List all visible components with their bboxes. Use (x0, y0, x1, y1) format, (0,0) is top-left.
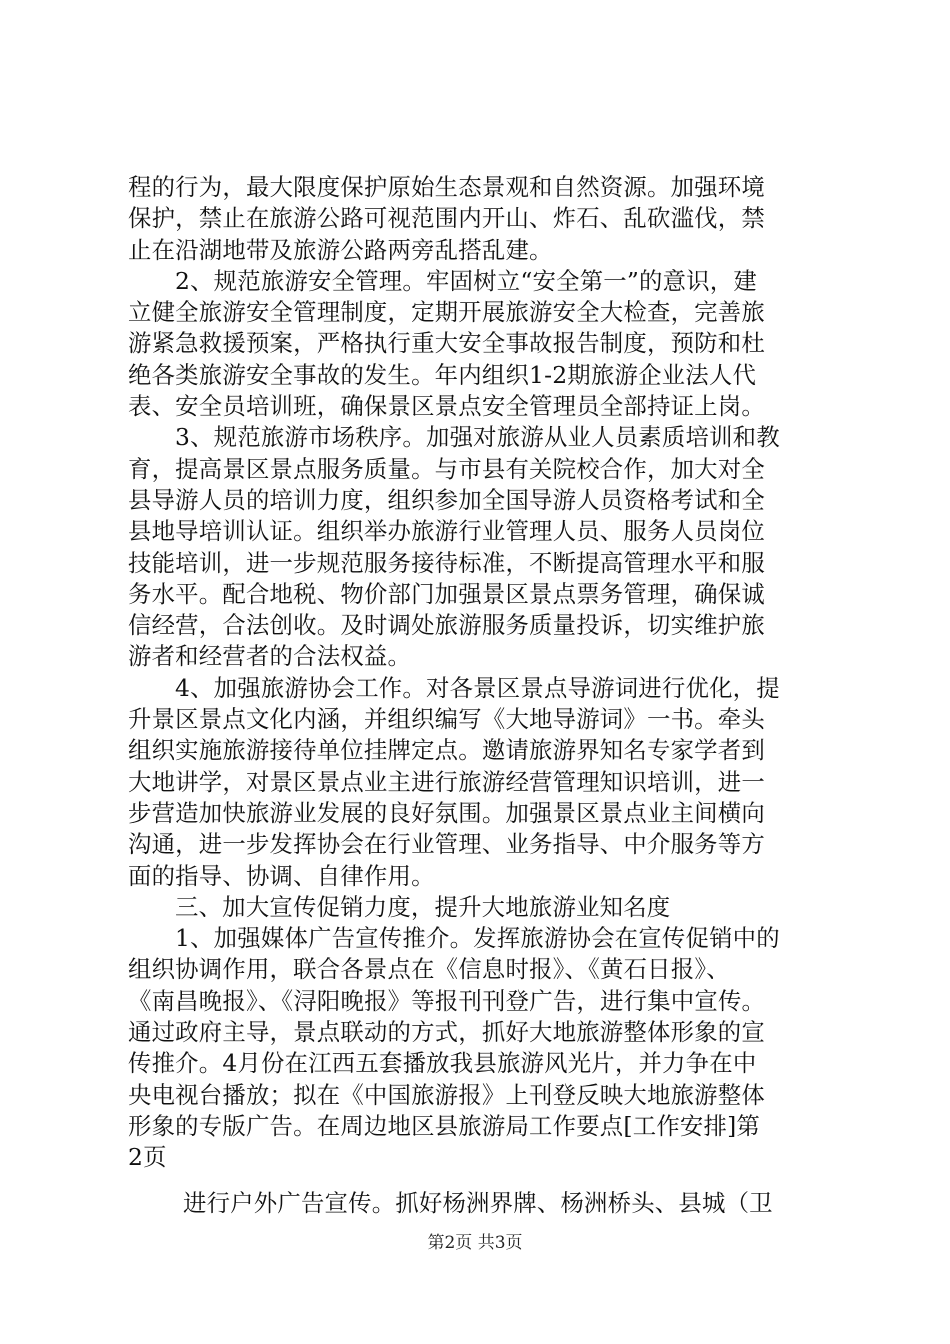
text-line: 信经营，合法创收。及时调处旅游服务质量投诉，切实维护旅 (128, 611, 765, 640)
document-body (128, 172, 828, 1219)
text-line: 大地讲学，对景区景点业主进行旅游经营管理知识培训，进一 (128, 767, 765, 796)
paragraph-start-line: 进行户外广告宣传。抓好杨洲界牌、杨洲桥头、县城（卫 (183, 1188, 773, 1217)
text-line: 传推介。4月份在江西五套播放我县旅游风光片，并力争在中 (128, 1049, 757, 1078)
text-line: 程的行为，最大限度保护原始生态景观和自然资源。加强环境 (128, 173, 765, 201)
text-line: 育，提高景区景点服务质量。与市县有关院校合作，加大对全 (128, 454, 765, 483)
paragraph-start-line: 4、加强旅游协会工作。对各景区景点导游词进行优化，提 (175, 673, 780, 702)
text-line: 2页 (128, 1143, 167, 1172)
section-heading: 三、加大宣传促销力度，提升大地旅游业知名度 (175, 892, 671, 921)
page-footer: 第2页 共3页 (427, 1233, 523, 1253)
text-line: 务水平。配合地税、物价部门加强景区景点票务管理，确保诚 (128, 579, 765, 608)
text-line: 止在沿湖地带及旅游公路两旁乱搭乱建。 (128, 235, 553, 264)
text-line: 立健全旅游安全管理制度，定期开展旅游安全大检查，完善旅 (128, 298, 765, 327)
text-line: 组织实施旅游接待单位挂牌定点。邀请旅游界知名专家学者到 (128, 736, 765, 765)
paragraph-start-line: 3、规范旅游市场秩序。加强对旅游从业人员素质培训和教 (175, 423, 780, 452)
text-line: 县地导培训认证。组织举办旅游行业管理人员、服务人员岗位 (128, 517, 765, 546)
text-line: 沟通，进一步发挥协会在行业管理、业务指导、中介服务等方 (128, 830, 765, 859)
text-line: 步营造加快旅游业发展的良好氛围。加强景区景点业主间横向 (128, 798, 765, 827)
text-line: 组织协调作用，联合各景点在《信息时报》、《黄石日报》、 (128, 955, 730, 984)
text-line: 形象的专版广告。在周边地区县旅游局工作要点[工作安排]第 (128, 1111, 761, 1140)
paragraph-start-line: 1、加强媒体广告宣传推介。发挥旅游协会在宣传促销中的 (175, 924, 780, 953)
text-line: 《南昌晚报》、《浔阳晚报》等报刊刊登广告，进行集中宣传。 (128, 986, 766, 1015)
paragraph-start-line: 2、规范旅游安全管理。牢固树立“安全第一”的意识，建 (175, 266, 757, 295)
text-line: 升景区景点文化内涵，并组织编写《大地导游词》一书。牵头 (128, 705, 765, 734)
text-line: 面的指导、协调、自律作用。 (128, 861, 435, 890)
text-line: 技能培训，进一步规范服务接待标准，不断提高管理水平和服 (128, 548, 765, 577)
text-line: 央电视台播放；拟在《中国旅游报》上刊登反映大地旅游整体 (128, 1080, 765, 1109)
text-line: 通过政府主导，景点联动的方式，抓好大地旅游整体形象的宣 (128, 1018, 765, 1047)
text-line: 绝各类旅游安全事故的发生。年内组织1-2期旅游企业法人代 (128, 360, 757, 389)
text-line: 游者和经营者的合法权益。 (128, 642, 412, 671)
text-line: 表、安全员培训班，确保景区景点安全管理员全部持证上岗。 (128, 392, 765, 421)
text-line: 县导游人员的培训力度，组织参加全国导游人员资格考试和全 (128, 485, 765, 514)
text-line: 游紧急救援预案，严格执行重大安全事故报告制度，预防和杜 (128, 329, 765, 358)
text-line: 保护，禁止在旅游公路可视范围内开山、炸石、乱砍滥伐，禁 (128, 204, 765, 233)
